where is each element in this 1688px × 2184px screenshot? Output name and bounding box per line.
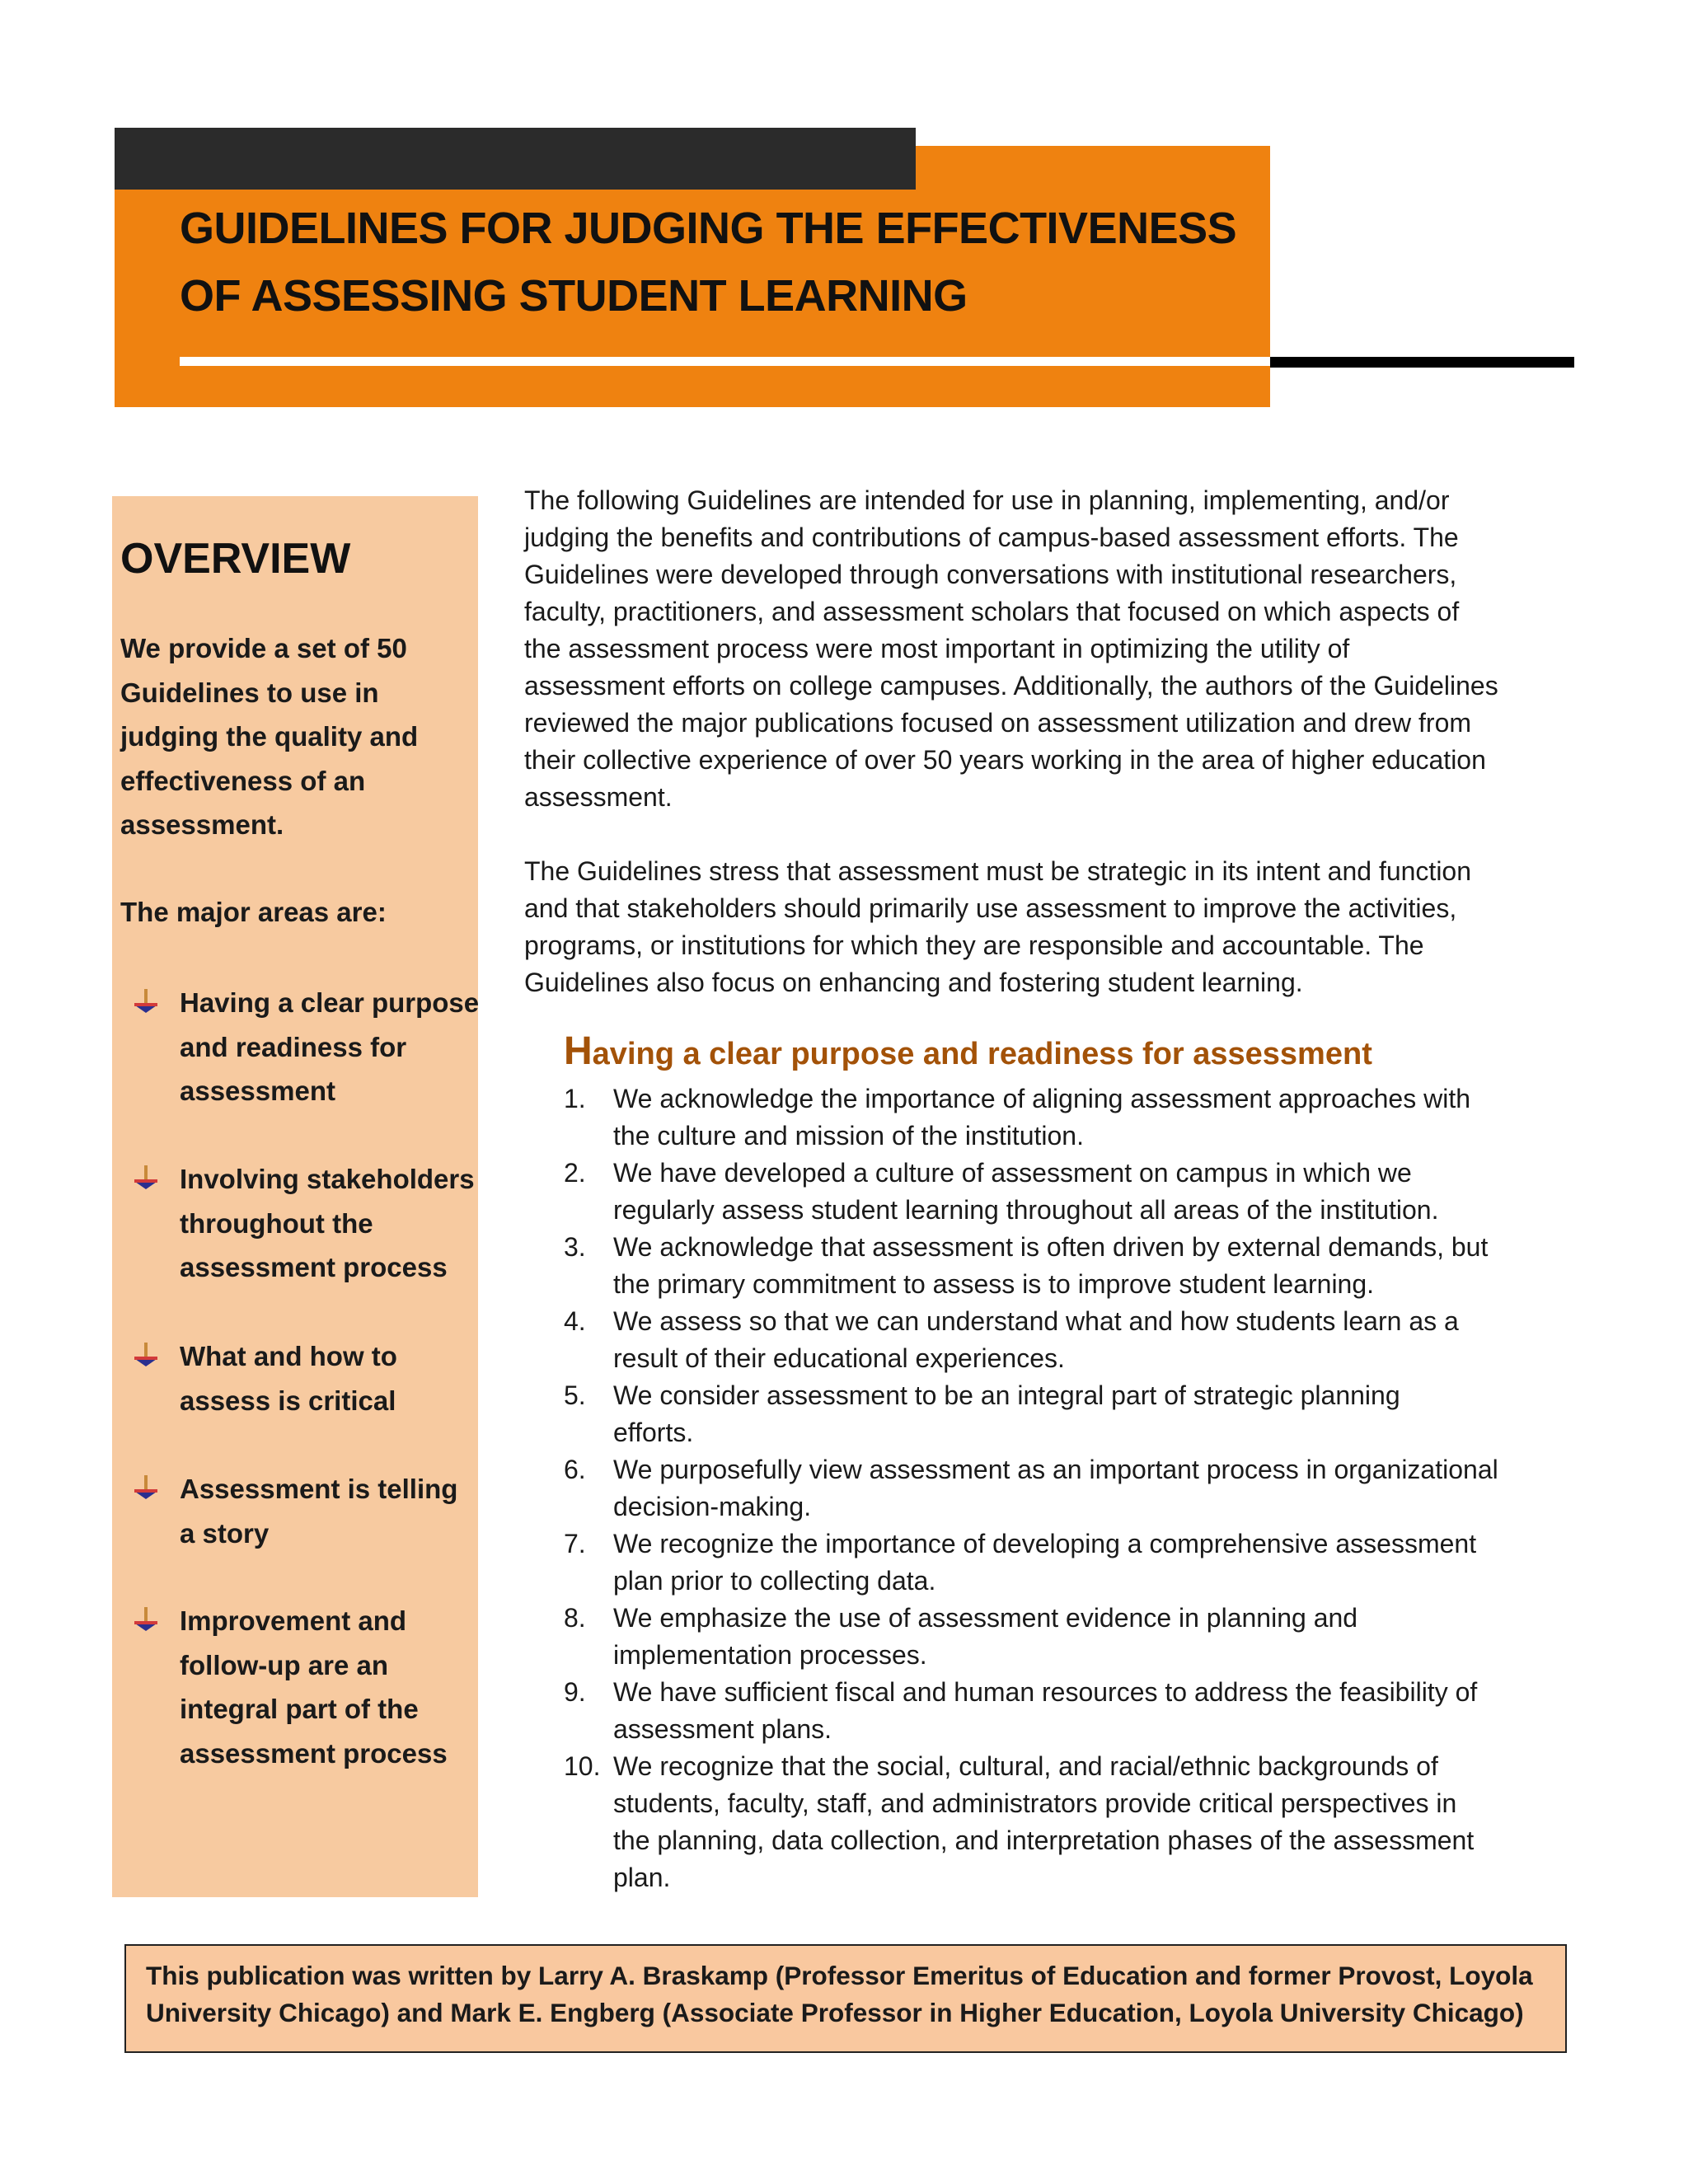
author-credit-box	[124, 1944, 1567, 2053]
guideline-number: 6.	[564, 1455, 586, 1484]
overview-intro-line: We provide a set of 50	[120, 633, 407, 663]
major-area-line: assessment process	[180, 1252, 448, 1282]
paragraph-line: reviewed the major publications focused on assessment utilization and drew from	[524, 708, 1472, 738]
arrow-bullet-icon	[132, 1474, 160, 1502]
section-heading-initial: H	[564, 1029, 593, 1073]
guideline-number: 9.	[564, 1677, 586, 1707]
paragraph-line: Guidelines were developed through conversations with institutional researchers,	[524, 560, 1457, 589]
guideline-text-line: We have developed a culture of assessment on campus in which we	[613, 1158, 1412, 1188]
guidelines-list	[564, 1080, 1586, 1896]
guideline-number: 4.	[564, 1306, 586, 1336]
guideline-text-line: implementation processes.	[613, 1640, 927, 1670]
title-dark-bar	[115, 128, 916, 190]
paragraph-line: the assessment process were most important in optimizing the utility of	[524, 634, 1350, 663]
major-area-label	[180, 1467, 481, 1555]
guideline-text-line: the planning, data collection, and interpretation phases of the assessment	[613, 1825, 1475, 1855]
guideline-text-line: We consider assessment to be an integral part of strategic planning	[613, 1380, 1400, 1410]
guideline-item	[564, 1303, 1586, 1377]
major-area-line: Involving stakeholders	[180, 1164, 475, 1194]
major-area-line: throughout the	[180, 1207, 373, 1239]
guideline-item	[564, 1451, 1586, 1526]
guideline-text-line: students, faculty, staff, and administrators provide critical perspectives in	[613, 1788, 1457, 1818]
page-title	[180, 194, 1251, 330]
section-heading	[564, 1029, 1372, 1074]
guideline-text-line: result of their educational experiences.	[613, 1343, 1065, 1373]
paragraph-line: their collective experience of over 50 years working in the area of higher education	[524, 745, 1486, 775]
major-area-line: a story	[180, 1517, 270, 1549]
major-area-label	[180, 1334, 481, 1422]
overview-heading: OVERVIEW	[120, 535, 351, 583]
author-credit-line: This publication was written by Larry A. Braskamp (Professor Emeritus of Education and former Provost, Loyola	[146, 1961, 1533, 1990]
major-areas-label: The major areas are:	[120, 897, 387, 927]
guideline-text-line: efforts.	[613, 1418, 694, 1447]
arrow-bullet-icon	[132, 1164, 160, 1192]
guideline-number: 1.	[564, 1084, 586, 1113]
major-area-line: Improvement and	[180, 1605, 407, 1636]
major-area-label	[180, 1157, 481, 1290]
overview-intro-line: Guidelines to use in	[120, 677, 379, 708]
major-area-line: follow-up are an	[180, 1649, 389, 1680]
guideline-text-line: plan prior to collecting data.	[613, 1566, 936, 1596]
overview-intro	[120, 626, 467, 847]
major-area-line: assessment	[180, 1076, 335, 1106]
guideline-item	[564, 1377, 1586, 1451]
guideline-item	[564, 1155, 1586, 1229]
guideline-text-line: assessment plans.	[613, 1714, 832, 1744]
paragraph-line: and that stakeholders should primarily use assessment to improve the activities,	[524, 893, 1457, 923]
guideline-text-line: the culture and mission of the institution.	[613, 1121, 1084, 1151]
guideline-text-line: We acknowledge that assessment is often driven by external demands, but	[613, 1232, 1489, 1262]
major-area-label	[180, 1599, 481, 1775]
guideline-number: 10.	[564, 1751, 601, 1781]
arrow-bullet-icon	[132, 987, 160, 1015]
major-area-label	[180, 981, 481, 1113]
paragraph-line: The following Guidelines are intended for use in planning, implementing, and/or	[524, 485, 1450, 515]
paragraph-line: programs, or institutions for which they are responsible and accountable. The	[524, 930, 1424, 960]
guideline-text-line: We purposefully view assessment as an important process in organizational	[613, 1455, 1498, 1484]
major-area-line: Having a clear purpose	[180, 987, 480, 1018]
guideline-text-line: We recognize the importance of developing a comprehensive assessment	[613, 1529, 1477, 1558]
title-black-rule	[1270, 357, 1574, 368]
arrow-bullet-icon	[132, 1605, 160, 1633]
guideline-number: 8.	[564, 1603, 586, 1633]
author-credit-line: University Chicago) and Mark E. Engberg (Associate Professor in Higher Education, Loyola University Chicago)	[146, 1998, 1524, 2027]
overview-intro-line: effectiveness of an	[120, 765, 366, 796]
guideline-text-line: the primary commitment to assess is to improve student learning.	[613, 1269, 1375, 1299]
major-area-line: integral part of the	[180, 1694, 419, 1724]
guideline-text-line: We acknowledge the importance of aligning assessment approaches with	[613, 1084, 1470, 1113]
guideline-item	[564, 1080, 1586, 1155]
guideline-item	[564, 1748, 1586, 1896]
guideline-number: 7.	[564, 1529, 586, 1558]
author-credit-text	[146, 1957, 1555, 2032]
section-heading-text: aving a clear purpose and readiness for assessment	[592, 1037, 1372, 1071]
guideline-item	[564, 1674, 1586, 1748]
page-title-line-2: OF ASSESSING STUDENT LEARNING	[180, 271, 968, 321]
paragraph-line: judging the benefits and contributions of campus-based assessment efforts. The	[524, 523, 1459, 552]
guideline-text-line: We have sufficient fiscal and human resources to address the feasibility of	[613, 1677, 1478, 1707]
guideline-text-line: decision-making.	[613, 1492, 812, 1521]
guideline-number: 3.	[564, 1232, 586, 1262]
intro-paragraph-1	[524, 482, 1575, 816]
major-area-line: What and how to	[180, 1341, 397, 1371]
major-area-line: assessment process	[180, 1737, 448, 1769]
paragraph-line: faculty, practitioners, and assessment scholars that focused on which aspects of	[524, 597, 1460, 626]
paragraph-line: assessment.	[524, 782, 673, 812]
intro-paragraph-2	[524, 853, 1575, 1001]
guideline-number: 2.	[564, 1158, 586, 1188]
major-area-line: and readiness for	[180, 1031, 407, 1062]
guideline-number: 5.	[564, 1380, 586, 1410]
guideline-item	[564, 1526, 1586, 1600]
guideline-text-line: We assess so that we can understand what and how students learn as a	[613, 1306, 1459, 1336]
paragraph-line: Guidelines also focus on enhancing and fostering student learning.	[524, 968, 1303, 997]
guideline-text-line: We emphasize the use of assessment evidence in planning and	[613, 1603, 1358, 1633]
major-area-line: Assessment is telling	[180, 1474, 458, 1504]
arrow-bullet-icon	[132, 1341, 160, 1369]
paragraph-line: The Guidelines stress that assessment must be strategic in its intent and function	[524, 856, 1472, 886]
overview-intro-line: assessment.	[120, 809, 284, 840]
guideline-text-line: plan.	[613, 1863, 671, 1892]
major-area-line: assess is critical	[180, 1385, 396, 1416]
title-white-rule	[180, 357, 1270, 366]
guideline-text-line: regularly assess student learning throughout all areas of the institution.	[613, 1195, 1439, 1225]
page-title-line-1: GUIDELINES FOR JUDGING THE EFFECTIVENESS	[180, 204, 1237, 253]
guideline-item	[564, 1600, 1586, 1674]
paragraph-line: assessment efforts on college campuses. Additionally, the authors of the Guidelines	[524, 671, 1498, 701]
overview-intro-line: judging the quality and	[120, 721, 419, 752]
guideline-item	[564, 1229, 1586, 1303]
guideline-text-line: We recognize that the social, cultural, and racial/ethnic backgrounds of	[613, 1751, 1438, 1781]
